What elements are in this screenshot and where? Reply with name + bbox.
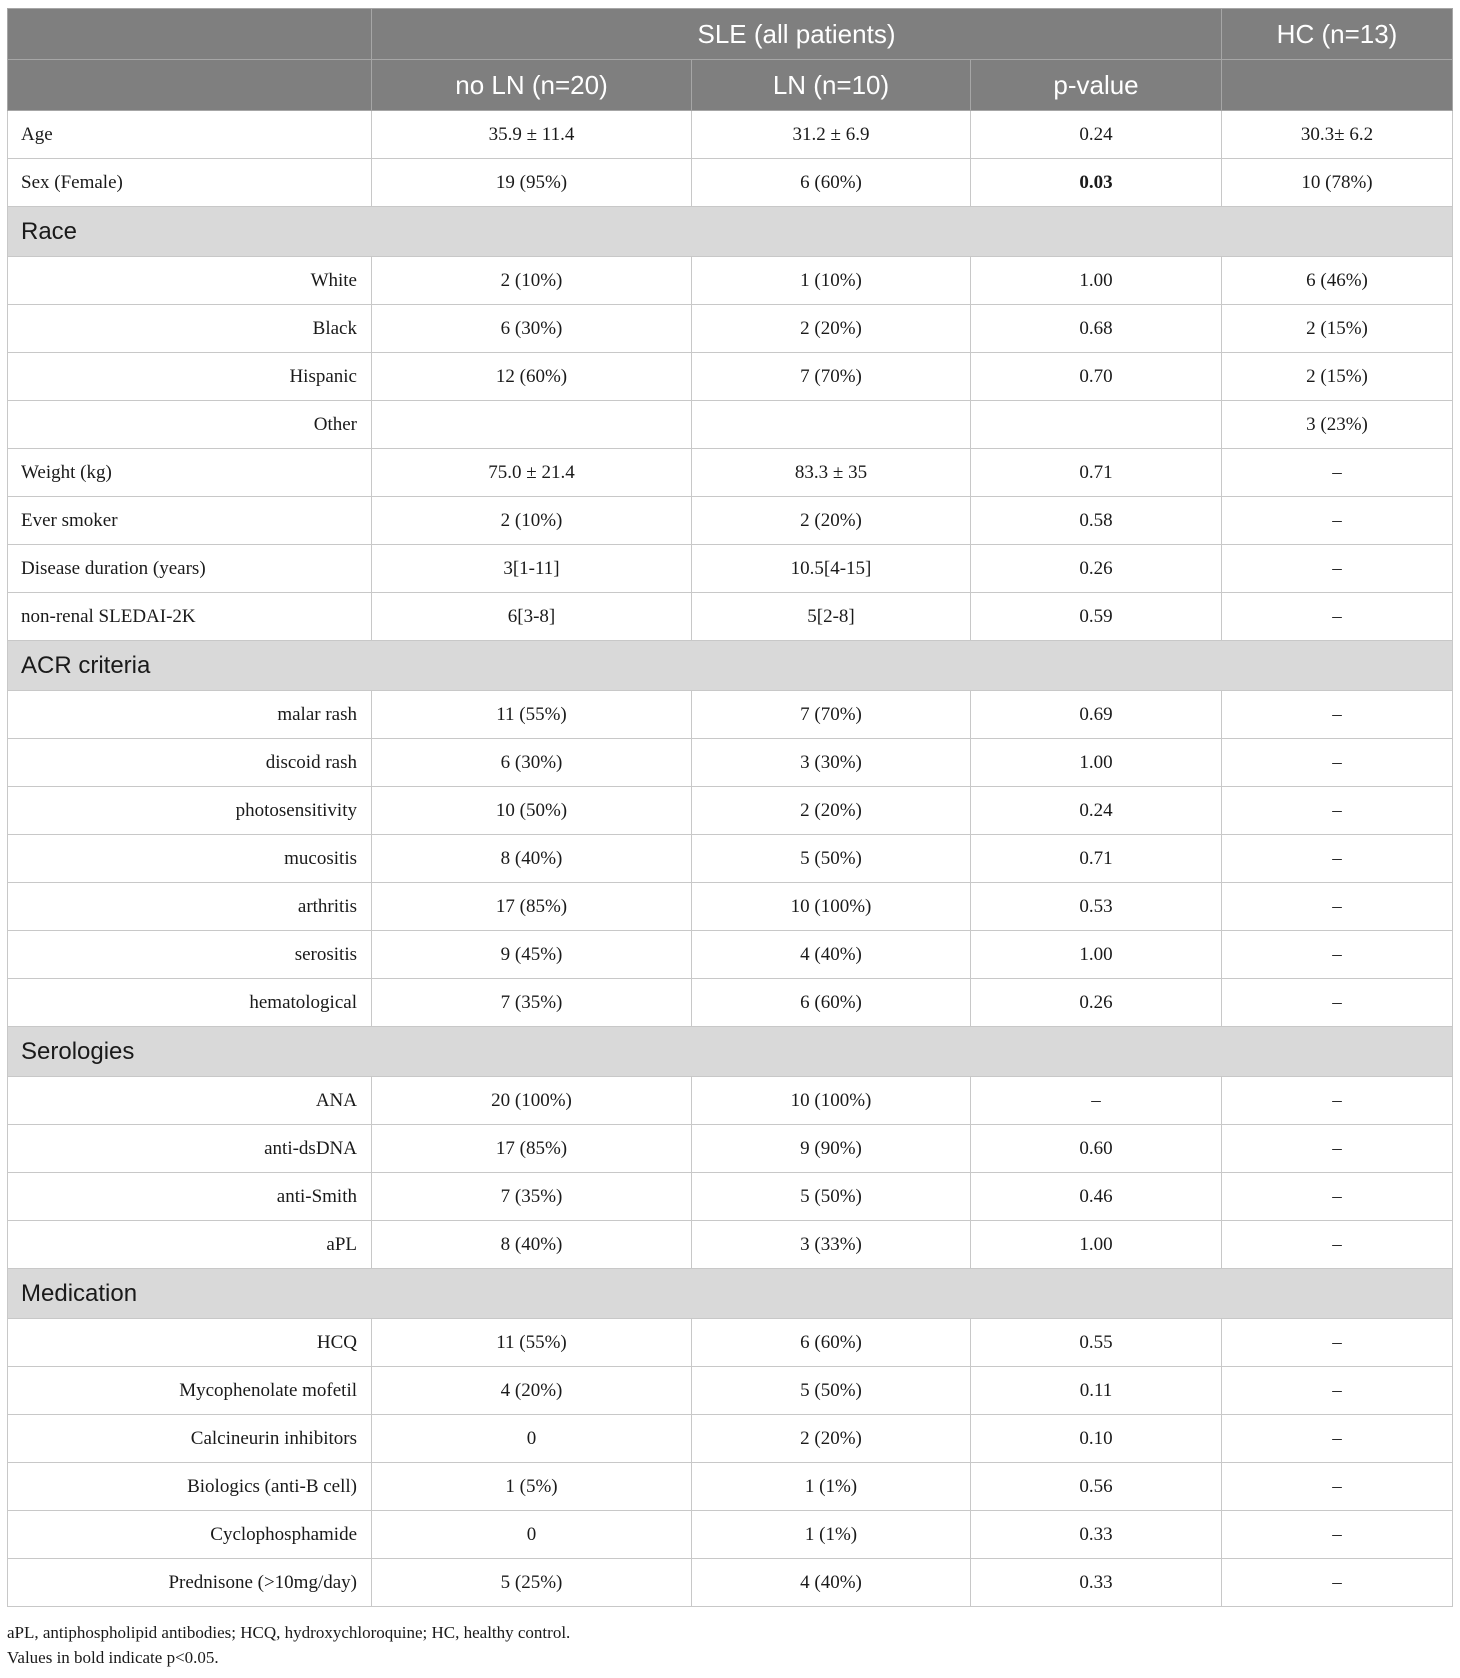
cell-noln: 8 (40%) xyxy=(372,835,692,883)
cell-ln: 31.2 ± 6.9 xyxy=(692,111,971,159)
cell-pvalue: 0.58 xyxy=(971,497,1222,545)
header-empty-cell xyxy=(8,9,372,60)
cell-ln: 6 (60%) xyxy=(692,979,971,1027)
table-row xyxy=(8,353,1453,401)
cell-hc: 2 (15%) xyxy=(1222,305,1453,353)
cell-ln: 3 (33%) xyxy=(692,1221,971,1269)
cell-ln: 1 (1%) xyxy=(692,1511,971,1559)
cell-ln xyxy=(692,401,971,449)
section-title: Medication xyxy=(8,1269,1453,1319)
cell-pvalue: 0.70 xyxy=(971,353,1222,401)
footnote-abbreviations: aPL, antiphospholipid antibodies; HCQ, hydroxychloroquine; HC, healthy control. xyxy=(7,1623,571,1642)
table-row xyxy=(8,1125,1453,1173)
cell-ln: 7 (70%) xyxy=(692,691,971,739)
cell-hc: – xyxy=(1222,1173,1453,1221)
table-row xyxy=(8,593,1453,641)
cell-pvalue: 1.00 xyxy=(971,739,1222,787)
cell-noln: 8 (40%) xyxy=(372,1221,692,1269)
cell-noln: 6[3-8] xyxy=(372,593,692,641)
cell-noln: 6 (30%) xyxy=(372,305,692,353)
section-title: Race xyxy=(8,207,1453,257)
cell-ln: 9 (90%) xyxy=(692,1125,971,1173)
table-row xyxy=(8,1367,1453,1415)
cell-hc: – xyxy=(1222,545,1453,593)
cell-hc: – xyxy=(1222,1559,1453,1607)
row-label: Disease duration (years) xyxy=(8,545,372,593)
cell-noln: 7 (35%) xyxy=(372,979,692,1027)
header-empty-cell xyxy=(1222,60,1453,111)
cell-pvalue: – xyxy=(971,1077,1222,1125)
table-header xyxy=(8,9,1453,111)
header-col-ln: LN (n=10) xyxy=(692,60,971,111)
cell-ln: 2 (20%) xyxy=(692,787,971,835)
table-row xyxy=(8,1415,1453,1463)
cell-noln: 0 xyxy=(372,1415,692,1463)
section-title: Serologies xyxy=(8,1027,1453,1077)
row-label: Ever smoker xyxy=(8,497,372,545)
cell-pvalue: 0.71 xyxy=(971,449,1222,497)
row-label: White xyxy=(8,257,372,305)
cell-ln: 10.5[4-15] xyxy=(692,545,971,593)
header-col-pvalue: p-value xyxy=(971,60,1222,111)
cell-ln: 1 (10%) xyxy=(692,257,971,305)
row-label: Other xyxy=(8,401,372,449)
cell-ln: 1 (1%) xyxy=(692,1463,971,1511)
table-row xyxy=(8,787,1453,835)
table-row xyxy=(8,1463,1453,1511)
table-row xyxy=(8,835,1453,883)
row-label: non-renal SLEDAI-2K xyxy=(8,593,372,641)
demographics-table xyxy=(7,8,1453,1607)
cell-ln: 83.3 ± 35 xyxy=(692,449,971,497)
cell-pvalue xyxy=(971,401,1222,449)
cell-hc: – xyxy=(1222,787,1453,835)
demographics-table-container xyxy=(7,8,1452,1607)
cell-pvalue: 0.59 xyxy=(971,593,1222,641)
table-row xyxy=(8,931,1453,979)
cell-hc: – xyxy=(1222,835,1453,883)
table-row xyxy=(8,111,1453,159)
cell-pvalue: 0.11 xyxy=(971,1367,1222,1415)
cell-hc: – xyxy=(1222,1221,1453,1269)
table-row xyxy=(8,159,1453,207)
cell-hc: – xyxy=(1222,739,1453,787)
cell-noln: 9 (45%) xyxy=(372,931,692,979)
cell-ln: 5 (50%) xyxy=(692,1367,971,1415)
table-row xyxy=(8,449,1453,497)
cell-hc: 6 (46%) xyxy=(1222,257,1453,305)
table-row xyxy=(8,883,1453,931)
cell-ln: 10 (100%) xyxy=(692,1077,971,1125)
cell-noln: 3[1-11] xyxy=(372,545,692,593)
cell-pvalue: 0.26 xyxy=(971,979,1222,1027)
table-row xyxy=(8,1077,1453,1125)
cell-noln: 12 (60%) xyxy=(372,353,692,401)
cell-noln: 11 (55%) xyxy=(372,1319,692,1367)
header-group-sle: SLE (all patients) xyxy=(372,9,1222,60)
table-row xyxy=(8,979,1453,1027)
cell-pvalue: 0.10 xyxy=(971,1415,1222,1463)
table-row xyxy=(8,1173,1453,1221)
header-row-groups xyxy=(8,9,1453,60)
cell-hc: 3 (23%) xyxy=(1222,401,1453,449)
cell-hc: 30.3± 6.2 xyxy=(1222,111,1453,159)
cell-hc: – xyxy=(1222,931,1453,979)
table-row xyxy=(8,1511,1453,1559)
row-label: Age xyxy=(8,111,372,159)
cell-noln: 4 (20%) xyxy=(372,1367,692,1415)
row-label: Mycophenolate mofetil xyxy=(8,1367,372,1415)
cell-noln: 19 (95%) xyxy=(372,159,692,207)
row-label: Biologics (anti-B cell) xyxy=(8,1463,372,1511)
cell-pvalue: 0.53 xyxy=(971,883,1222,931)
section-row-serologies xyxy=(8,1027,1453,1077)
cell-pvalue: 0.55 xyxy=(971,1319,1222,1367)
row-label: Calcineurin inhibitors xyxy=(8,1415,372,1463)
section-row-acr xyxy=(8,641,1453,691)
cell-noln: 7 (35%) xyxy=(372,1173,692,1221)
table-row xyxy=(8,1221,1453,1269)
cell-pvalue: 0.46 xyxy=(971,1173,1222,1221)
section-title: ACR criteria xyxy=(8,641,1453,691)
table-row xyxy=(8,1319,1453,1367)
cell-pvalue: 0.56 xyxy=(971,1463,1222,1511)
table-row xyxy=(8,401,1453,449)
cell-pvalue: 1.00 xyxy=(971,257,1222,305)
cell-pvalue: 1.00 xyxy=(971,1221,1222,1269)
cell-noln: 2 (10%) xyxy=(372,257,692,305)
section-row-race xyxy=(8,207,1453,257)
footnote-bold-note: Values in bold indicate p<0.05. xyxy=(7,1648,219,1667)
row-label: anti-dsDNA xyxy=(8,1125,372,1173)
cell-hc: – xyxy=(1222,1511,1453,1559)
cell-noln: 17 (85%) xyxy=(372,1125,692,1173)
row-label: aPL xyxy=(8,1221,372,1269)
cell-pvalue: 0.24 xyxy=(971,111,1222,159)
cell-hc: – xyxy=(1222,1077,1453,1125)
cell-noln: 1 (5%) xyxy=(372,1463,692,1511)
cell-ln: 4 (40%) xyxy=(692,931,971,979)
table-row xyxy=(8,1559,1453,1607)
header-group-hc: HC (n=13) xyxy=(1222,9,1453,60)
row-label: Black xyxy=(8,305,372,353)
cell-pvalue: 0.26 xyxy=(971,545,1222,593)
cell-hc: – xyxy=(1222,1367,1453,1415)
cell-ln: 3 (30%) xyxy=(692,739,971,787)
cell-hc: 2 (15%) xyxy=(1222,353,1453,401)
row-label: Prednisone (>10mg/day) xyxy=(8,1559,372,1607)
row-label: arthritis xyxy=(8,883,372,931)
row-label: discoid rash xyxy=(8,739,372,787)
cell-ln: 4 (40%) xyxy=(692,1559,971,1607)
cell-hc: – xyxy=(1222,883,1453,931)
cell-pvalue: 0.33 xyxy=(971,1511,1222,1559)
cell-hc: – xyxy=(1222,691,1453,739)
cell-pvalue: 0.60 xyxy=(971,1125,1222,1173)
cell-noln: 17 (85%) xyxy=(372,883,692,931)
row-label: hematological xyxy=(8,979,372,1027)
table-body xyxy=(8,111,1453,1607)
table-row xyxy=(8,691,1453,739)
cell-noln: 10 (50%) xyxy=(372,787,692,835)
row-label: Sex (Female) xyxy=(8,159,372,207)
cell-ln: 7 (70%) xyxy=(692,353,971,401)
row-label: serositis xyxy=(8,931,372,979)
cell-hc: – xyxy=(1222,1319,1453,1367)
cell-ln: 6 (60%) xyxy=(692,1319,971,1367)
cell-hc: – xyxy=(1222,1125,1453,1173)
cell-hc: – xyxy=(1222,593,1453,641)
cell-pvalue: 1.00 xyxy=(971,931,1222,979)
cell-noln xyxy=(372,401,692,449)
cell-ln: 2 (20%) xyxy=(692,497,971,545)
row-label: ANA xyxy=(8,1077,372,1125)
cell-noln: 5 (25%) xyxy=(372,1559,692,1607)
cell-pvalue: 0.33 xyxy=(971,1559,1222,1607)
cell-pvalue: 0.24 xyxy=(971,787,1222,835)
cell-noln: 75.0 ± 21.4 xyxy=(372,449,692,497)
row-label: Hispanic xyxy=(8,353,372,401)
row-label: HCQ xyxy=(8,1319,372,1367)
table-row xyxy=(8,545,1453,593)
cell-noln: 0 xyxy=(372,1511,692,1559)
cell-ln: 10 (100%) xyxy=(692,883,971,931)
row-label: mucositis xyxy=(8,835,372,883)
cell-hc: – xyxy=(1222,1415,1453,1463)
cell-noln: 11 (55%) xyxy=(372,691,692,739)
row-label: Weight (kg) xyxy=(8,449,372,497)
table-row xyxy=(8,305,1453,353)
cell-pvalue: 0.71 xyxy=(971,835,1222,883)
cell-ln: 2 (20%) xyxy=(692,1415,971,1463)
cell-noln: 6 (30%) xyxy=(372,739,692,787)
cell-hc: – xyxy=(1222,1463,1453,1511)
cell-ln: 5 (50%) xyxy=(692,835,971,883)
cell-hc: – xyxy=(1222,449,1453,497)
cell-noln: 35.9 ± 11.4 xyxy=(372,111,692,159)
table-row xyxy=(8,257,1453,305)
cell-ln: 5 (50%) xyxy=(692,1173,971,1221)
cell-pvalue: 0.69 xyxy=(971,691,1222,739)
cell-noln: 2 (10%) xyxy=(372,497,692,545)
cell-ln: 2 (20%) xyxy=(692,305,971,353)
header-empty-cell xyxy=(8,60,372,111)
cell-hc: – xyxy=(1222,979,1453,1027)
table-row xyxy=(8,497,1453,545)
header-col-noln: no LN (n=20) xyxy=(372,60,692,111)
cell-hc: – xyxy=(1222,497,1453,545)
row-label: malar rash xyxy=(8,691,372,739)
row-label: Cyclophosphamide xyxy=(8,1511,372,1559)
header-row-columns xyxy=(8,60,1453,111)
table-row xyxy=(8,739,1453,787)
cell-ln: 5[2-8] xyxy=(692,593,971,641)
cell-pvalue-significant: 0.03 xyxy=(971,159,1222,207)
table-footnotes xyxy=(7,1620,570,1670)
cell-ln: 6 (60%) xyxy=(692,159,971,207)
cell-pvalue: 0.68 xyxy=(971,305,1222,353)
row-label: photosensitivity xyxy=(8,787,372,835)
section-row-medication xyxy=(8,1269,1453,1319)
cell-noln: 20 (100%) xyxy=(372,1077,692,1125)
row-label: anti-Smith xyxy=(8,1173,372,1221)
cell-hc: 10 (78%) xyxy=(1222,159,1453,207)
